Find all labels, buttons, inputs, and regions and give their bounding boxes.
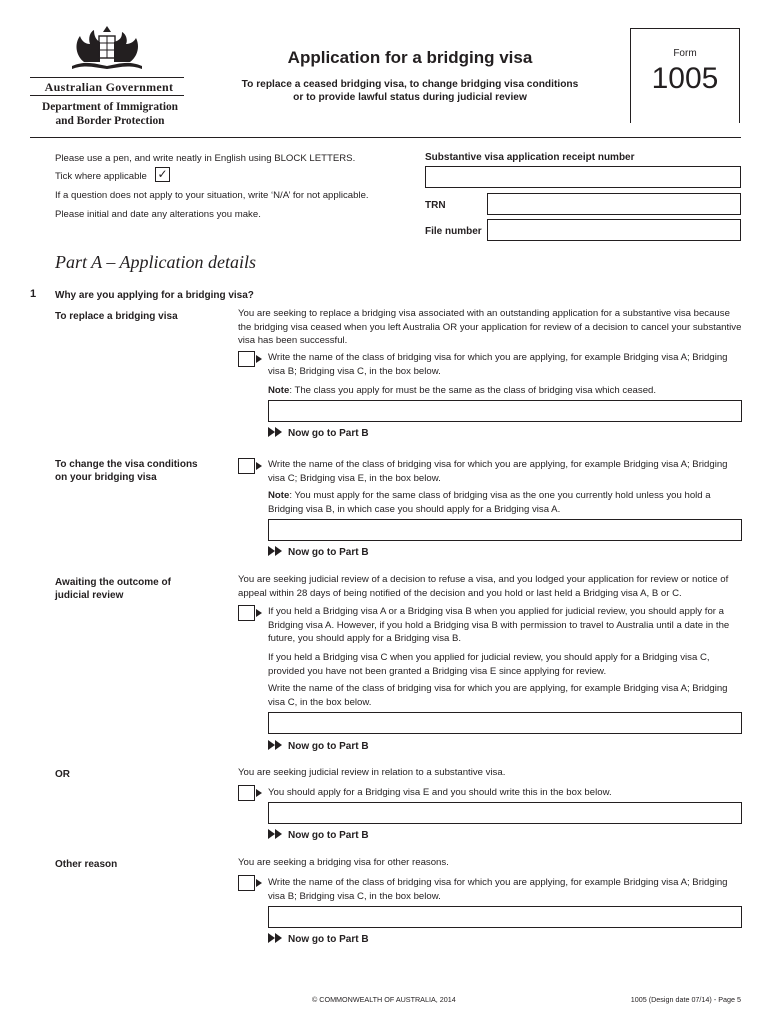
go-to-text: Now go to Part B [288,934,369,945]
go-to-text: Now go to Part B [288,741,369,752]
option-change-answer-field[interactable] [268,519,742,541]
option-or-label: OR [55,769,70,780]
pointer-arrow-icon [256,789,262,797]
label-line-1: To change the visa conditions [55,459,198,470]
trn-label: TRN [425,200,446,211]
instruction-tick: Tick where applicable [55,171,147,182]
subtitle-line-1: To replace a ceased bridging visa, to change bridging visa conditions [241,79,579,90]
question-number: 1 [30,288,37,300]
go-to-part-b [268,829,369,841]
instruction-not-applicable: If a question does not apply to your situation, write ‘N/A’ for not applicable. [55,190,369,201]
option-other-answer-field[interactable] [268,906,742,928]
receipt-number-field[interactable] [425,166,741,188]
go-to-part-b [268,546,369,558]
coat-of-arms-icon [66,22,148,72]
government-name: Australian Government [44,80,174,94]
option-replace-checkbox[interactable] [238,351,255,367]
option-replace-label: To replace a bridging visa [55,311,178,322]
form-number: 1005 [651,62,719,95]
option-replace-intro: You are seeking to replace a bridging visa associated with an outstanding application for a substantive visa because the bridging visa ceased when you left Australia OR your application for review of a decision to cancel your substantive visa has been successful. [238,308,742,346]
pointer-arrow-icon [256,355,262,363]
go-to-part-b [268,427,369,439]
option-judicial-para-3: Write the name of the class of bridging visa for which you are applying, for example Bridging visa A; Bridging visa C, in the box below. [268,683,728,708]
option-replace-instruction: Write the name of the class of bridging visa for which you are applying, for example Bridging visa A; Bridging visa B; Bridging visa C, in the box below. [268,352,728,377]
department-line-2: and Border Protection [55,115,165,127]
divider [30,95,184,96]
form-title: Application for a bridging visa [287,48,533,67]
note-text: : The class you apply for must be the same as the class of bridging visa which ceased. [289,385,657,396]
header-divider [30,137,741,138]
option-other-instruction: Write the name of the class of bridging visa for which you are applying, for example Bridging visa A; Bridging visa B; Bridging visa C, in the box below. [268,877,728,902]
option-judicial-para-2: If you held a Bridging visa C when you applied for judicial review, you should apply for a Bridging visa C, provided you have not been granted a Bridging visa E since applying for review. [268,652,710,677]
double-arrow-icon [268,933,284,943]
note-text: : You must apply for the same class of bridging visa as the one you currently hold unless you hold a Bridging visa B, in which case you should apply for a Bridging visa A. [268,490,711,515]
go-to-text: Now go to Part B [288,547,369,558]
double-arrow-icon [268,740,284,750]
label-line-2: on your bridging visa [55,472,157,483]
divider [30,77,184,78]
tick-example-checkbox: ✓ [155,167,170,182]
label-line-1: Awaiting the outcome of [55,577,171,588]
go-to-text: Now go to Part B [288,830,369,841]
page-number: 1005 (Design date 07/14) - Page 5 [630,995,741,1004]
go-to-text: Now go to Part B [288,428,369,439]
option-change-instruction: Write the name of the class of bridging visa for which you are applying, for example Bridging visa A; Bridging visa C; Bridging visa E, in the box below. [268,459,728,484]
option-judicial-checkbox[interactable] [238,605,255,621]
option-replace-answer-field[interactable] [268,400,742,422]
pointer-arrow-icon [256,609,262,617]
option-or-instruction: You should apply for a Bridging visa E and you should write this in the box below. [268,787,612,798]
go-to-part-b [268,933,369,945]
receipt-number-label: Substantive visa application receipt number [425,152,635,163]
double-arrow-icon [268,546,284,556]
copyright: © COMMONWEALTH OF AUSTRALIA, 2014 [312,995,456,1004]
part-a-heading: Part A – Application details [55,252,257,272]
option-or-checkbox[interactable] [238,785,255,801]
option-judicial-intro: You are seeking judicial review of a decision to refuse a visa, and you lodged your application for review or notice of appeal within 28 days of being notified of the decision and you hold or last held a Bridging visa A, B or C. [238,574,729,599]
option-judicial-answer-field[interactable] [268,712,742,734]
note-label: Note [268,385,290,396]
note-label: Note [268,490,290,501]
option-change-note [268,489,744,516]
instruction-block-letters: Please use a pen, and write neatly in English using BLOCK LETTERS. [55,153,356,164]
double-arrow-icon [268,829,284,839]
trn-field[interactable] [487,193,741,215]
label-line-2: judicial review [55,590,124,601]
pointer-arrow-icon [256,879,262,887]
option-or-answer-field[interactable] [268,802,742,824]
option-judicial-para-1: If you held a Bridging visa A or a Bridging visa B when you applied for judicial review, you should apply for a Bridging visa A. However, if you hold a Bridging visa B with permission to travel to Australia until a date in the future, you should apply for a Bridging visa B. [268,606,730,644]
subtitle-line-2: or to provide lawful status during judicial review [293,92,527,103]
option-change-checkbox[interactable] [238,458,255,474]
department-name [30,100,190,128]
file-number-field[interactable] [487,219,741,241]
option-other-checkbox[interactable] [238,875,255,891]
file-number-label: File number [425,226,482,237]
option-other-label: Other reason [55,859,118,870]
form-label: Form [673,48,697,59]
question-text: Why are you applying for a bridging visa? [55,290,254,301]
form-subtitle [218,78,602,104]
option-judicial-label [55,576,215,602]
double-arrow-icon [268,427,284,437]
instruction-alterations: Please initial and date any alterations you make. [55,209,261,220]
pointer-arrow-icon [256,462,262,470]
department-line-1: Department of Immigration [41,101,179,113]
option-replace-note [268,384,744,398]
option-change-label [55,458,215,484]
option-other-intro: You are seeking a bridging visa for other reasons. [238,857,449,868]
option-or-intro: You are seeking judicial review in relation to a substantive visa. [238,767,506,778]
go-to-part-b [268,740,369,752]
